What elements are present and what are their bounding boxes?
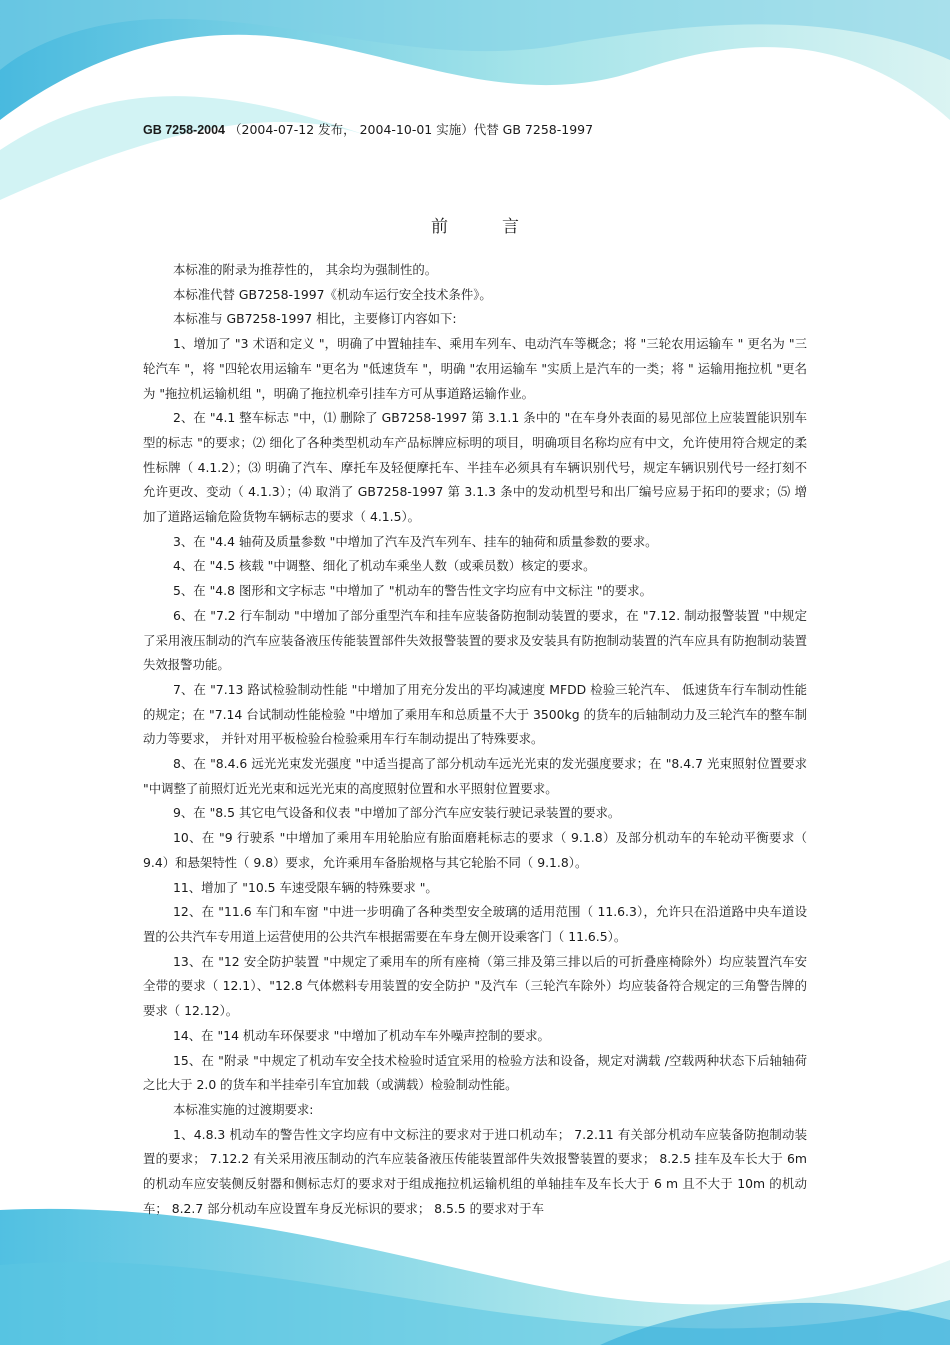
paragraph: 9、在 "8.5 其它电气设备和仪表 "中增加了部分汽车应安装行驶记录装置的要求。 xyxy=(173,805,621,821)
standard-header xyxy=(143,122,843,138)
paragraph: 10、在 "9 行驶系 "中增加了乘用车用轮胎应有胎面磨耗标志的要求（ 9.1.8）及部分机动车的车轮动平衡要求（ 9.4）和悬架特性（ 9.8）要求，允许乘用车备胎规格与其它轮胎不同（ 9.1.8）。 xyxy=(143,830,807,870)
paragraph: 15、在 "附录 "中规定了机动车安全技术检验时适宜采用的检验方法和设备，规定对满载 /空载两种状态下后轴轴荷之比大于 2.0 的货车和半挂牵引车宜加载（或满载）检验制动性能。 xyxy=(143,1052,807,1093)
section-title: 前言 xyxy=(431,217,573,237)
paragraph: 本标准实施的过渡期要求: xyxy=(173,1101,314,1117)
paragraph: 2、在 "4.1 整车标志 "中，⑴ 删除了 GB7258-1997 第 3.1.1 条中的 "在车身外表面的易见部位上应装置能识别车型的标志 "的要求；⑵ 细化了各种类型机动车产品标牌应标明的项目，明确项目名称均应有中文，允许使用符合规定的柔性标牌（ 4.1.2）；⑶ 明确了汽车、摩托车及轻便摩托车、半挂车必须具有车辆识别代号，规定车辆识别代号一经打刻不允许更改、变动（ 4.1.3）；⑷ 取消了 GB7258-1997 第 3.1.3 条中的发动机型号和出厂编号应易于拓印的要求；⑸ 增加了道路运输危险货物车辆标志的要求（ 4.1.5）。 xyxy=(143,410,807,525)
paragraph: 4、在 "4.5 核载 "中调整、细化了机动车乘坐人数（或乘员数）核定的要求。 xyxy=(173,558,596,574)
foreword-body xyxy=(143,258,807,1221)
paragraph: 本标准的附录为推荐性的， 其余均为强制性的。 xyxy=(173,262,438,277)
paragraph: 12、在 "11.6 车门和车窗 "中进一步明确了各种类型安全玻璃的适用范围（ 11.6.3），允许只在沿道路中央车道设置的公共汽车专用道上运营使用的公共汽车根据需要在车身左侧开设乘客门（ 11.6.5）。 xyxy=(143,904,807,944)
paragraph: 5、在 "4.8 图形和文字标志 "中增加了 "机动车的警告性文字均应有中文标注 "的要求。 xyxy=(173,583,652,599)
paragraph: 本标准与 GB7258-1997 相比，主要修订内容如下: xyxy=(173,311,457,327)
paragraph: 8、在 "8.4.6 远光光束发光强度 "中适当提高了部分机动车远光光束的发光强度要求；在 "8.4.7 光束照射位置要求 "中调整了前照灯近光光束和远光光束的高度照射位置和水平照射位置要求。 xyxy=(143,756,807,796)
standard-code: GB 7258-2004 xyxy=(143,123,226,137)
paragraph: 6、在 "7.2 行车制动 "中增加了部分重型汽车和挂车应装备防抱制动装置的要求，在 "7.12. 制动报警装置 "中规定了采用液压制动的汽车应装备液压传能装置部件失效报警装置的要求及安装具有防抱制动装置的汽车应具有防抱制动装置失效报警功能。 xyxy=(143,607,807,673)
paragraph: 14、在 "14 机动车环保要求 "中增加了机动车车外噪声控制的要求。 xyxy=(173,1027,550,1043)
paragraph: 7、在 "7.13 路试检验制动性能 "中增加了用充分发出的平均减速度 MFDD 检验三轮汽车、 低速货车行车制动性能的规定；在 "7.14 台试制动性能检验 "中增加了乘用车和总质量不大于 3500kg 的货车的后轴制动力及三轮汽车的整车制动力等要求， 并针对用平板检验台检验乘用车行车制动提出了特殊要求。 xyxy=(143,681,807,747)
publish-note: （2004-07-12 发布， 2004-10-01 实施）代替 GB 7258-1997 xyxy=(229,122,594,137)
paragraph: 本标准代替 GB7258-1997《机动车运行安全技术条件》。 xyxy=(173,286,492,302)
paragraph: 11、增加了 "10.5 车速受限车辆的特殊要求 "。 xyxy=(173,879,438,895)
paragraph: 13、在 "12 安全防护装置 "中规定了乘用车的所有座椅（第三排及第三排以后的可折叠座椅除外）均应装置汽车安全带的要求（ 12.1）、"12.8 气体燃料专用装置的安全防护 "及汽车（三轮汽车除外）均应装备符合规定的三角警告牌的要求（ 12.12）。 xyxy=(143,953,807,1019)
paragraph: 1、增加了 "3 术语和定义 "，明确了中置轴挂车、乘用车列车、电动汽车等概念；将 "三轮农用运输车 " 更名为 "三轮汽车 "，将 "四轮农用运输车 "更名为 "低速货车 "，明确 "农用运输车 "实质上是汽车的一类；将 " 运输用拖拉机 "更名为 "拖拉机运输机组 "，明确了拖拉机牵引挂车方可从事道路运输作业。 xyxy=(143,336,807,401)
paragraph: 3、在 "4.4 轴荷及质量参数 "中增加了汽车及汽车列车、挂车的轴荷和质量参数的要求。 xyxy=(173,533,658,549)
paragraph: 1、4.8.3 机动车的警告性文字均应有中文标注的要求对于进口机动车； 7.2.11 有关部分机动车应装备防抱制动装置的要求； 7.12.2 有关采用液压制动的汽车应装备液压传能装置部件失效报警装置的要求； 8.2.5 挂车及车长大于 6m 的机动车应安装侧反射器和侧标志灯的要求对于组成拖拉机运输机组的单轴挂车及车长大于 6 m 且不大于 10m 的机动车； 8.2.7 部分机动车应设置车身反光标识的要求； 8.5.5 的要求对于车 xyxy=(143,1126,807,1216)
